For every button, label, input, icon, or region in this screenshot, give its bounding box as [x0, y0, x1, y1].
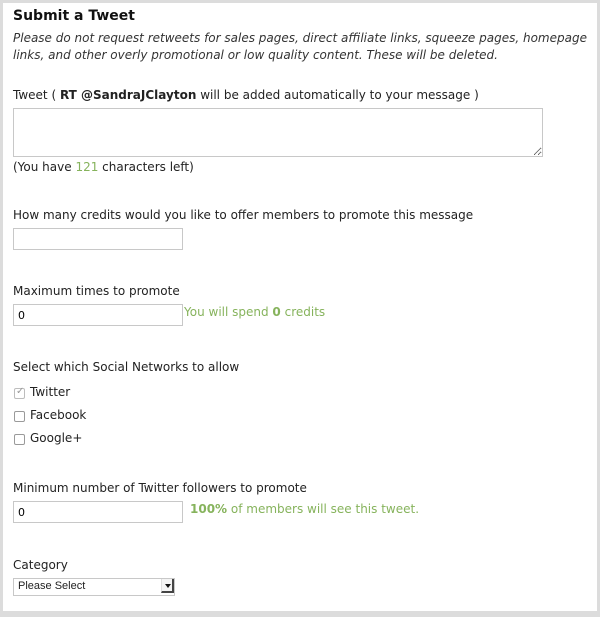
credits-label: How many credits would you like to offer members to promote this message — [13, 208, 474, 222]
credits-input[interactable] — [13, 228, 183, 250]
reach-percent: 100% — [190, 502, 228, 516]
spend-credits-text — [184, 305, 325, 319]
max-times-label: Maximum times to promote — [13, 284, 180, 298]
characters-left-text — [13, 160, 194, 174]
chars-suffix: characters left) — [98, 160, 194, 174]
submit-tweet-panel — [3, 3, 597, 611]
tweet-textarea[interactable] — [13, 108, 543, 157]
twitter-label[interactable]: Twitter — [30, 385, 71, 399]
reach-text — [190, 502, 419, 516]
chars-left-count: 121 — [75, 160, 99, 174]
facebook-checkbox[interactable] — [14, 411, 25, 422]
guidelines-note: Please do not request retweets for sales pages, direct affiliate links, squeeze pages, homepage links, and other overly promotional or low quality content. These will be deleted. — [13, 31, 587, 62]
category-label: Category — [13, 558, 68, 572]
max-times-input[interactable] — [13, 304, 183, 326]
chevron-down-icon[interactable] — [161, 579, 174, 593]
facebook-label[interactable]: Facebook — [30, 408, 87, 422]
googleplus-label[interactable]: Google+ — [30, 431, 83, 445]
twitter-checkbox[interactable] — [14, 388, 25, 399]
spend-suffix: credits — [280, 305, 326, 319]
tweet-label-prefix: Tweet ( — [13, 88, 60, 102]
googleplus-checkbox[interactable] — [14, 434, 25, 445]
tweet-label — [13, 88, 479, 102]
spend-value: 0 — [272, 305, 281, 319]
page-title: Submit a Tweet — [13, 8, 135, 24]
category-selected-value: Please Select — [18, 580, 86, 592]
networks-label: Select which Social Networks to allow — [13, 360, 240, 374]
min-followers-input[interactable] — [13, 501, 183, 523]
reach-suffix: of members will see this tweet. — [227, 502, 420, 516]
min-followers-label: Minimum number of Twitter followers to promote — [13, 481, 307, 495]
spend-prefix: You will spend — [184, 305, 273, 319]
chars-prefix: (You have — [13, 160, 76, 174]
rt-handle: RT @SandraJClayton — [59, 88, 197, 102]
tweet-label-suffix: will be added automatically to your message ) — [196, 88, 479, 102]
category-select[interactable] — [13, 578, 175, 596]
